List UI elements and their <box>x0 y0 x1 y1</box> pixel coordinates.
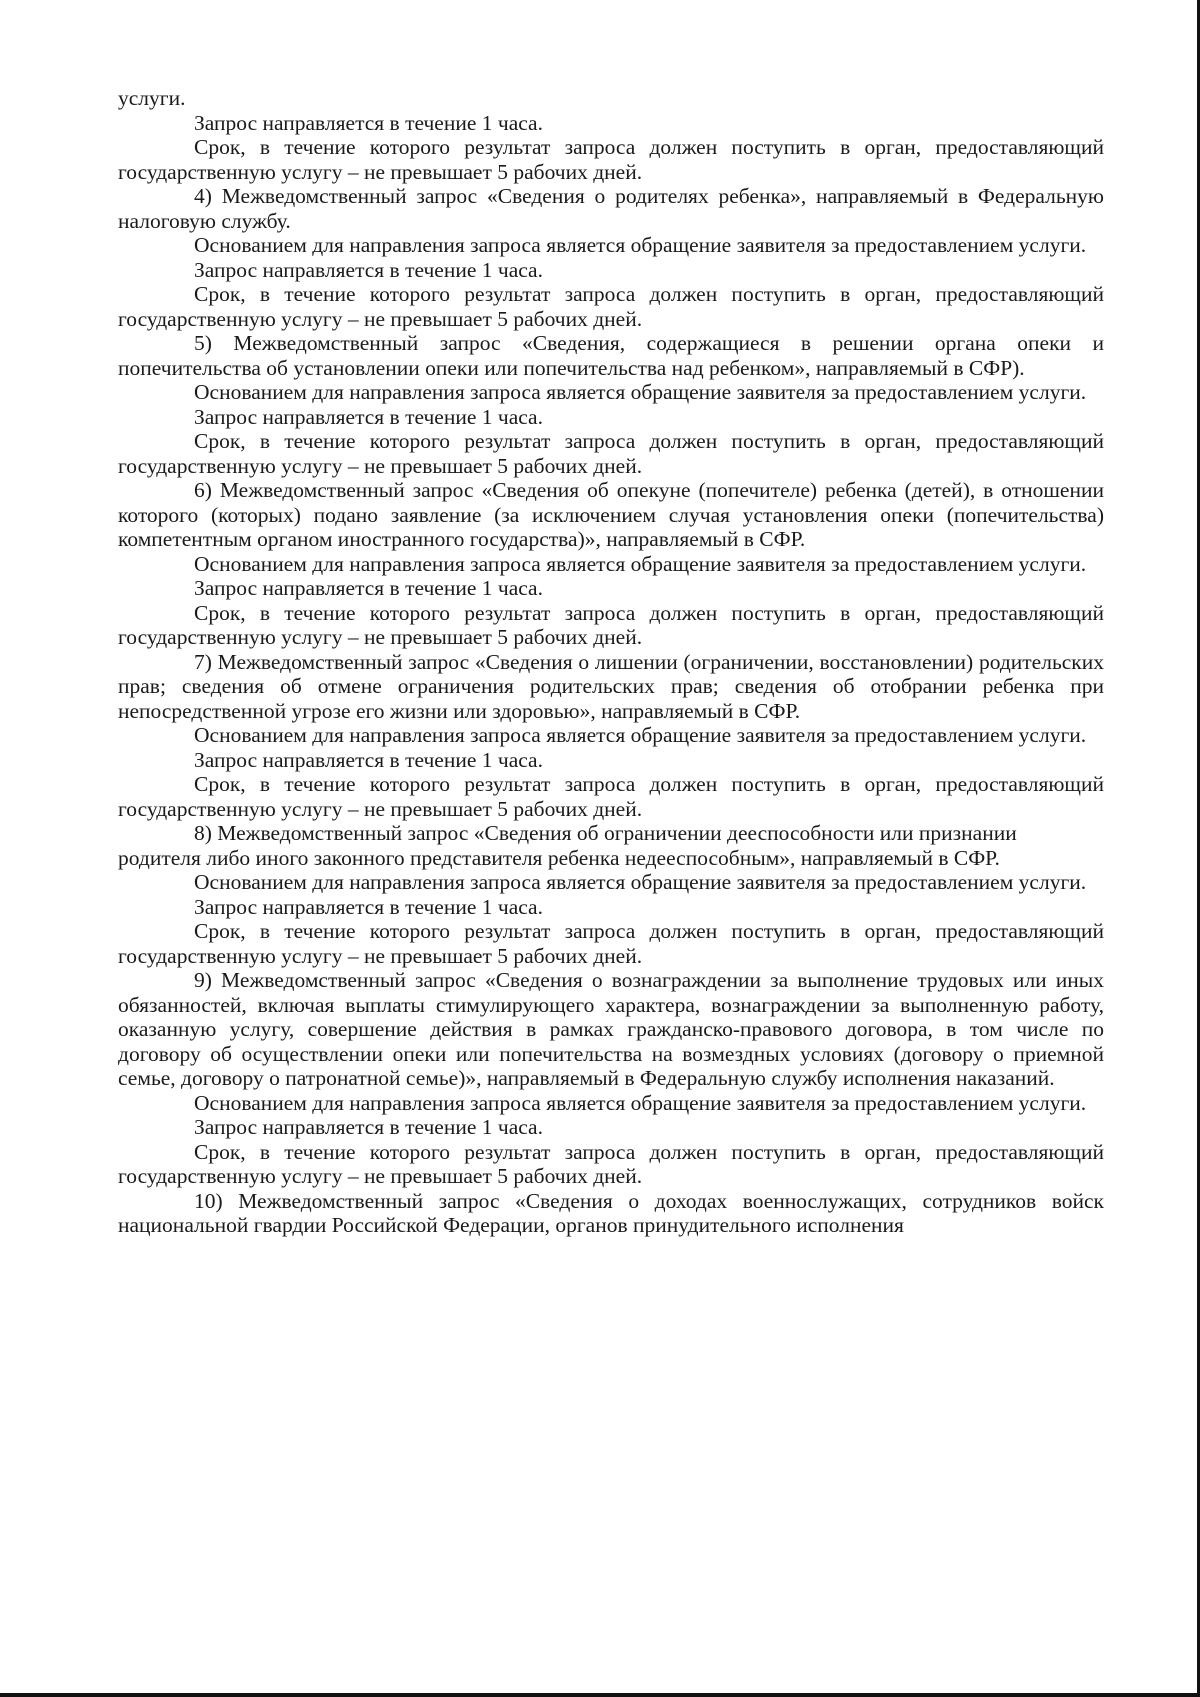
paragraph: Запрос направляется в течение 1 часа. <box>194 747 543 772</box>
paragraph: Запрос направляется в течение 1 часа. <box>194 110 543 135</box>
paragraph: Срок, в течение которого результат запроса должен поступить в орган, предоставляющий государственную услугу – не превышает 5 рабочих дней. <box>118 1139 1104 1188</box>
paragraph: Срок, в течение которого результат запроса должен поступить в орган, предоставляющий государственную услугу – не превышает 5 рабочих дней. <box>118 772 1104 821</box>
paragraph: Срок, в течение которого результат запроса должен поступить в орган, предоставляющий государственную услугу – не превышает 5 рабочих дней. <box>118 600 1104 649</box>
paragraph: Запрос направляется в течение 1 часа. <box>194 894 543 919</box>
paragraph: Срок, в течение которого результат запроса должен поступить в орган, предоставляющий государственную услугу – не превышает 5 рабочих дней. <box>118 919 1104 968</box>
paragraph: услуги. <box>118 86 186 110</box>
paragraph: Срок, в течение которого результат запроса должен поступить в орган, предоставляющий государственную услугу – не превышает 5 рабочих дней. <box>118 135 1104 184</box>
paragraph: Основанием для направления запроса является обращение заявителя за предоставлением услуги. <box>194 380 1087 404</box>
paragraph: 8) Межведомственный запрос «Сведения об ограничении дееспособности или признании родителя либо иного законного представителя ребенка недееспособным», направляемый в СФР. <box>118 821 1017 870</box>
paragraph: Основанием для направления запроса является обращение заявителя за предоставлением услуги. <box>194 723 1087 747</box>
paragraph: 4) Межведомственный запрос «Сведения о родителях ребенка», направляемый в Федеральную налоговую службу. <box>118 184 1104 233</box>
paragraph: Запрос направляется в течение 1 часа. <box>194 404 543 429</box>
paragraph: Основанием для направления запроса является обращение заявителя за предоставлением услуги. <box>194 1090 1087 1115</box>
paragraph: Срок, в течение которого результат запроса должен поступить в орган, предоставляющий государственную услугу – не превышает 5 рабочих дней. <box>118 282 1104 331</box>
paragraph: 5) Межведомственный запрос «Сведения, содержащиеся в решении органа опеки и попечительства об установлении опеки или попечительства над ребенком», направляемый в СФР). <box>118 331 1104 380</box>
paragraph: 6) Межведомственный запрос «Сведения об опекуне (попечителе) ребенка (детей), в отношении которого (которых) подано заявление (за исключением случая установления опеки (попечительства) компетентным органом иностранного государства)», направляемый в СФР. <box>118 478 1104 551</box>
paragraph: 9) Межведомственный запрос «Сведения о вознаграждении за выполнение трудовых или иных обязанностей, включая выплаты стимулирующего характера, вознаграждении за выполненную работу, оказанную услугу, совершение действия в рамках гражданско-правового договора, в том числе по договору об осуществлении опеки или попечительства на возмездных условиях (договору о приемной семье, договору о патронатной семье)», направляемый в Федеральную службу исполнения наказаний. <box>118 968 1104 1090</box>
scan-border-bottom <box>0 1693 1200 1697</box>
paragraph: 10) Межведомственный запрос «Сведения о доходах военнослужащих, сотрудников войск национальной гвардии Российской Федерации, органов принудительного исполнения <box>118 1188 1104 1237</box>
paragraph: Основанием для направления запроса является обращение заявителя за предоставлением услуги. <box>194 870 1087 894</box>
paragraph: Основанием для направления запроса является обращение заявителя за предоставлением услуги. <box>194 233 1087 257</box>
paragraph: Основанием для направления запроса является обращение заявителя за предоставлением услуги. <box>194 551 1087 576</box>
paragraph: Срок, в течение которого результат запроса должен поступить в орган, предоставляющий государственную услугу – не превышает 5 рабочих дней. <box>118 429 1104 478</box>
document-body <box>118 86 1104 1238</box>
paragraph: Запрос направляется в течение 1 часа. <box>194 1115 543 1139</box>
paragraph: 7) Межведомственный запрос «Сведения о лишении (ограничении, восстановлении) родительских прав; сведения об отмене ограничения родительских прав; сведения об отобрании ребенка при непосредственной угрозе его жизни или здоровью», направляемый в СФР. <box>118 649 1104 723</box>
paragraph: Запрос направляется в течение 1 часа. <box>194 257 543 282</box>
paragraph: Запрос направляется в течение 1 часа. <box>194 576 543 600</box>
